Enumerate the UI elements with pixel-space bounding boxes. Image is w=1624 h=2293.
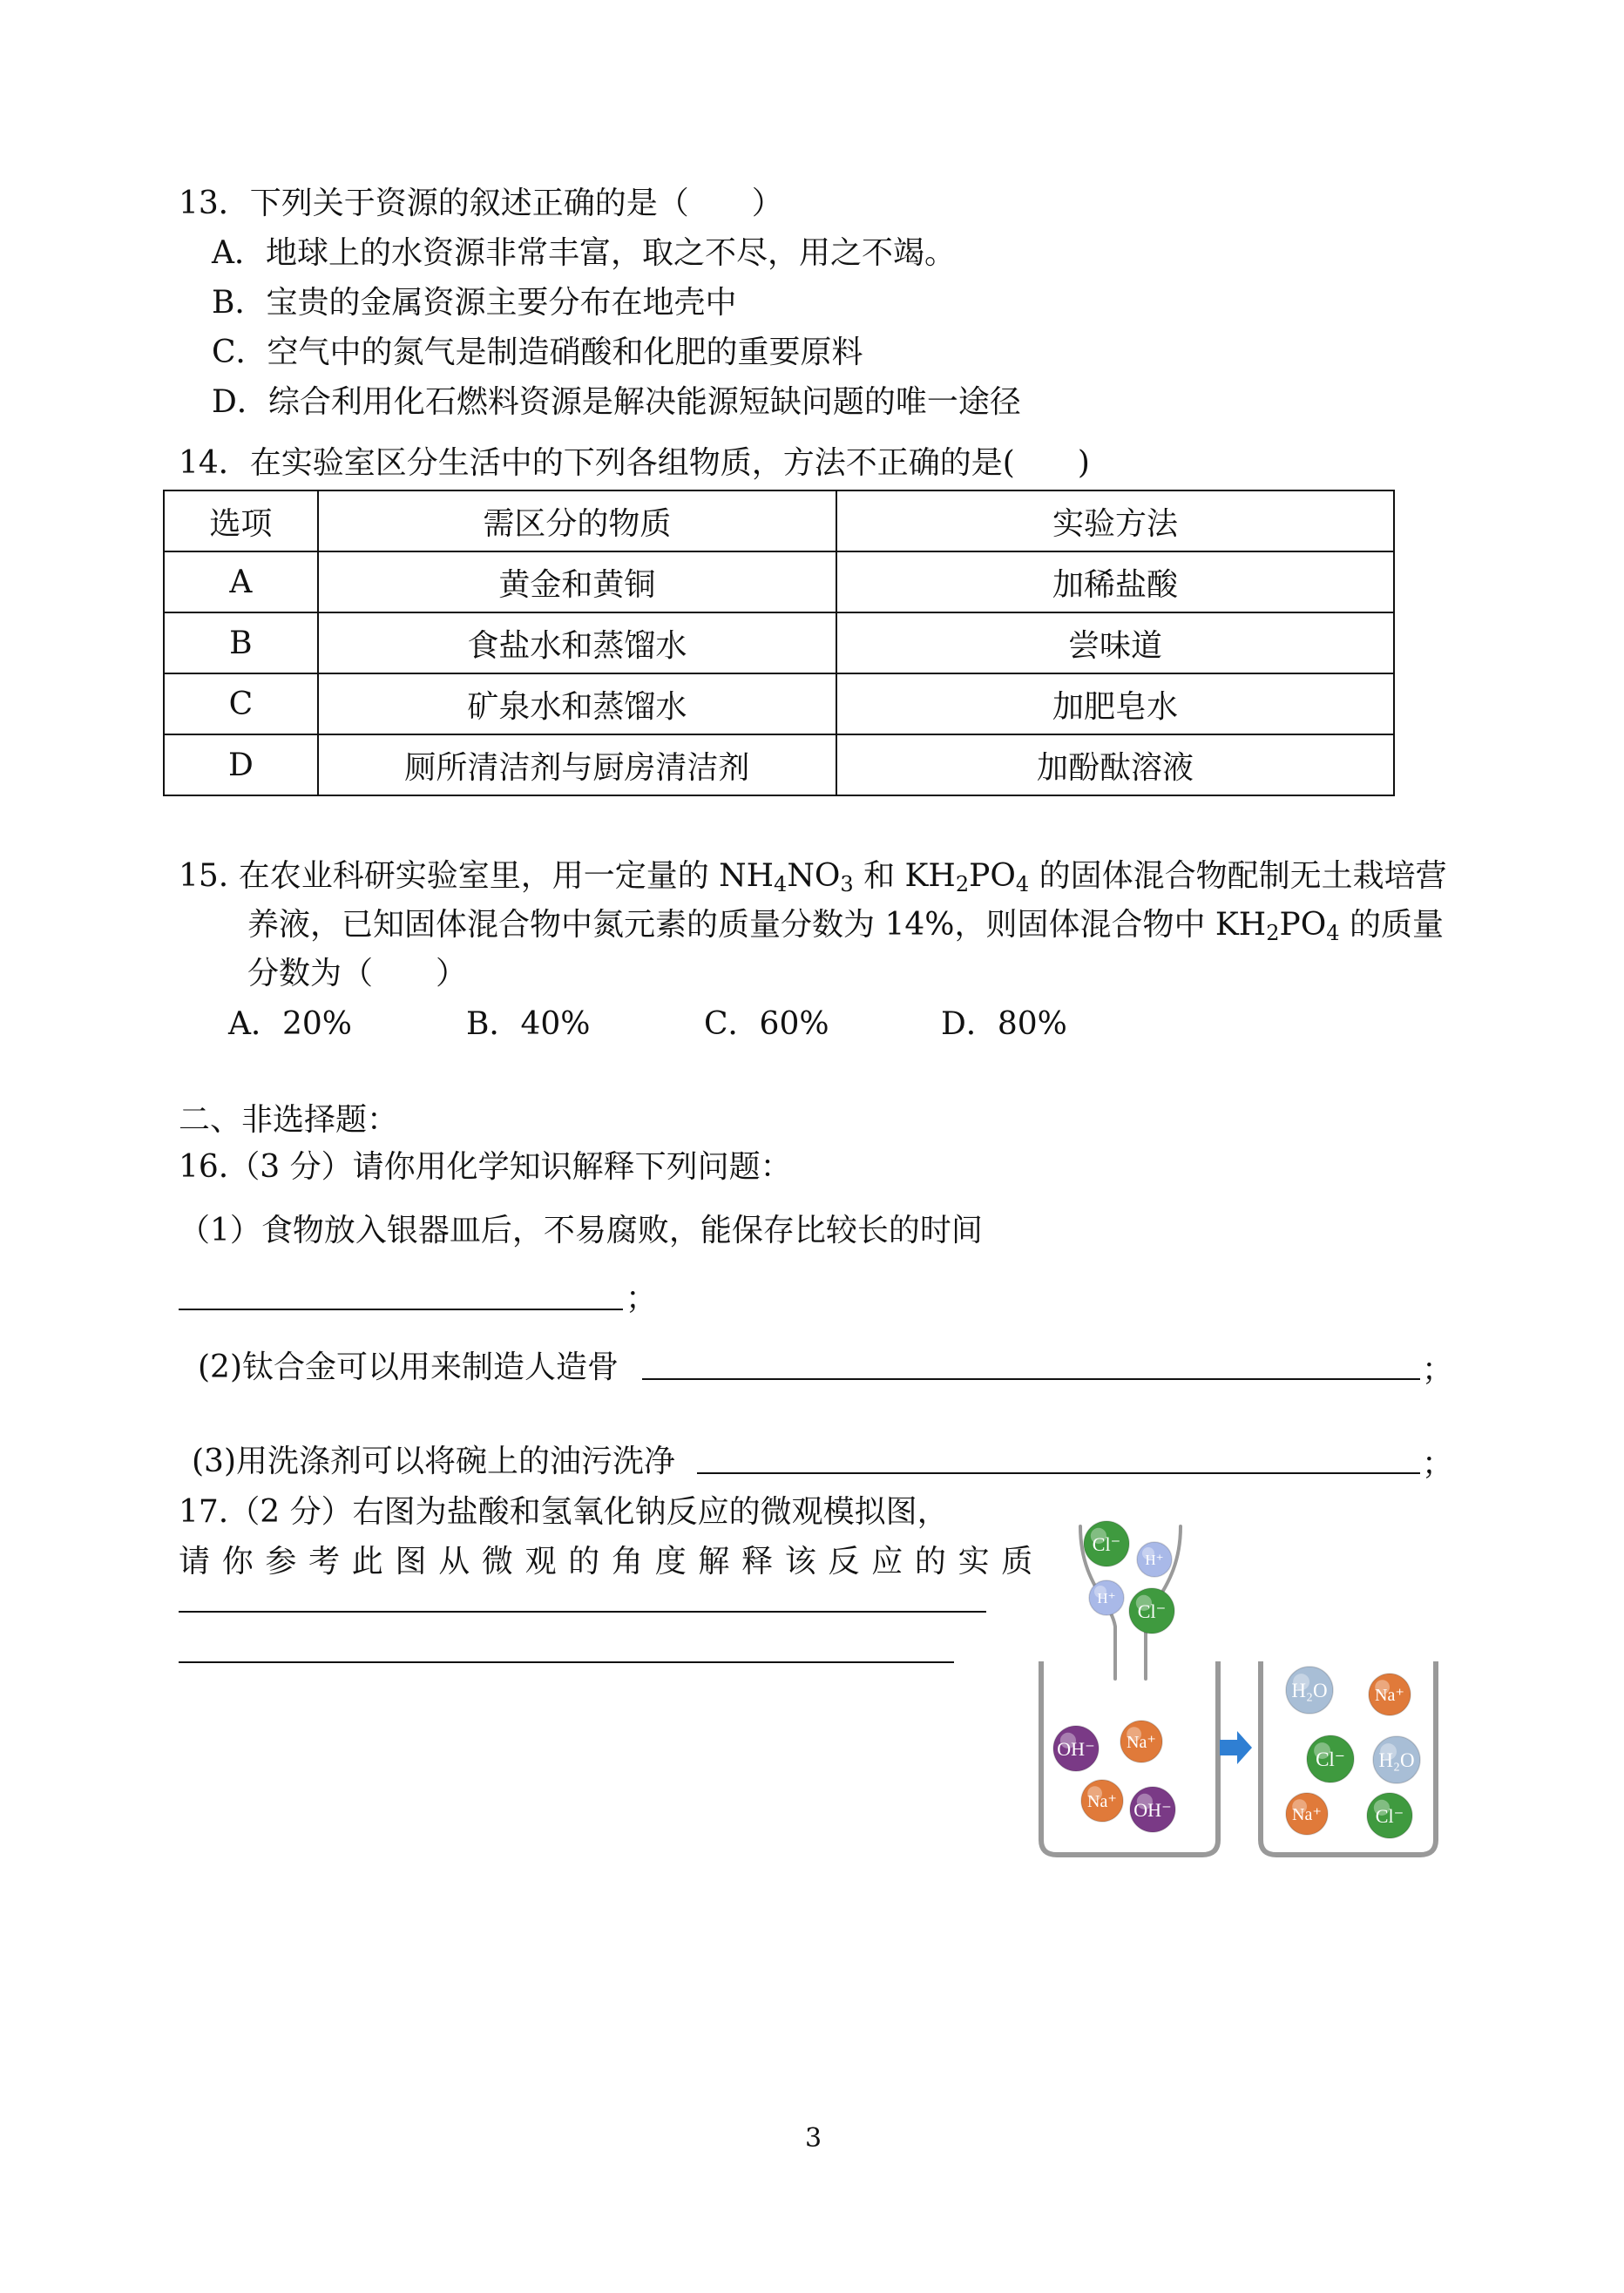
left-beaker-ion <box>1081 1780 1123 1822</box>
q16-stem: 16.（3 分）请你用化学知识解释下列问题： <box>179 1149 792 1185</box>
table-cell-option: D <box>164 734 318 795</box>
svg-text:H₂O: H₂O <box>1378 1749 1415 1772</box>
q15-option-a: A．20% <box>228 1006 353 1042</box>
q16-part-2-end: ； <box>1422 1352 1454 1388</box>
q15-option-b: B．40% <box>466 1006 591 1042</box>
q16-part-1-end: ； <box>626 1281 658 1316</box>
right-beaker-ion <box>1307 1735 1354 1782</box>
q14-stem: 14．在实验室区分生活中的下列各组物质，方法不正确的是( ) <box>179 445 1090 481</box>
svg-text:H⁺: H⁺ <box>1097 1590 1116 1606</box>
table-cell-option: B <box>164 612 318 673</box>
left-beaker-ion <box>1120 1721 1162 1762</box>
answer-blank-1[interactable] <box>179 1309 623 1310</box>
funnel-ion <box>1089 1580 1124 1615</box>
table-cell-substances: 黄金和黄铜 <box>318 551 836 612</box>
q16-part-1: （1）食物放入银器皿后，不易腐败，能保存比较长的时间 <box>179 1213 983 1248</box>
svg-text:OH⁻: OH⁻ <box>1133 1798 1172 1821</box>
table-cell-method: 加酚酞溶液 <box>836 734 1394 795</box>
left-beaker-ion <box>1053 1726 1099 1771</box>
svg-text:Cl⁻: Cl⁻ <box>1375 1804 1404 1827</box>
table-header-cell: 选项 <box>164 490 318 551</box>
answer-blank-2[interactable] <box>642 1378 1420 1380</box>
reaction-diagram <box>1032 1505 1459 1862</box>
q16-part-2: (2)钛合金可以用来制造人造骨 <box>198 1349 619 1385</box>
table-row <box>164 612 1394 673</box>
table-row <box>164 551 1394 612</box>
left-beaker-ion <box>1130 1787 1175 1832</box>
q14-table <box>163 490 1395 796</box>
page-number: 3 <box>805 2123 822 2154</box>
q16-part-3: (3)用洗涤剂可以将碗上的油污洗净 <box>192 1444 675 1479</box>
q15-option-d: D．80% <box>941 1006 1067 1042</box>
q15-line-3: 分数为（ ） <box>247 956 468 991</box>
table-header-cell: 需区分的物质 <box>318 490 836 551</box>
q17-line-1: 17.（2 分）右图为盐酸和氢氧化钠反应的微观模拟图， <box>179 1494 949 1530</box>
table-row <box>164 673 1394 734</box>
table-cell-substances: 矿泉水和蒸馏水 <box>318 673 836 734</box>
right-beaker-ion <box>1286 1793 1328 1835</box>
q15-line-1: 15. 在农业科研实验室里，用一定量的 $NH_4NO_3$ 和 $KH_2PO_4$ 的固体混合物配制无土栽培营 <box>179 858 1447 896</box>
q16-part-3-end: ； <box>1422 1446 1454 1482</box>
svg-text:H₂O: H₂O <box>1291 1680 1328 1702</box>
table-cell-method: 加肥皂水 <box>836 673 1394 734</box>
funnel-ion <box>1129 1588 1174 1634</box>
svg-text:Na⁺: Na⁺ <box>1127 1733 1156 1753</box>
ion-layer <box>1053 1521 1420 1838</box>
q15-line-2: 养液，已知固体混合物中氮元素的质量分数为 14%，则固体混合物中 $KH_2PO_4$ 的质量 <box>247 907 1444 945</box>
svg-text:Na⁺: Na⁺ <box>1292 1805 1322 1825</box>
table-header-row <box>164 490 1394 551</box>
svg-text:Na⁺: Na⁺ <box>1375 1686 1404 1706</box>
funnel-ion <box>1084 1521 1129 1566</box>
reaction-arrow-icon <box>1220 1731 1252 1764</box>
q13-option-c: C．空气中的氮气是制造硝酸和化肥的重要原料 <box>212 335 863 370</box>
table-cell-substances: 食盐水和蒸馏水 <box>318 612 836 673</box>
right-beaker-ion <box>1286 1667 1333 1714</box>
right-beaker-ion <box>1369 1674 1411 1715</box>
svg-text:Na⁺: Na⁺ <box>1087 1792 1117 1812</box>
right-beaker-ion <box>1367 1793 1412 1838</box>
table-cell-substances: 厕所清洁剂与厨房清洁剂 <box>318 734 836 795</box>
table-cell-option: C <box>164 673 318 734</box>
answer-blank-5[interactable] <box>179 1661 954 1663</box>
q17-line-2: 请你参考此图从微观的角度解释该反应的实质 <box>179 1544 1045 1579</box>
q13-option-a: A．地球上的水资源非常丰富，取之不尽，用之不竭。 <box>212 235 956 271</box>
funnel-ion <box>1137 1542 1172 1577</box>
right-beaker-ion <box>1373 1736 1420 1783</box>
table-header-cell: 实验方法 <box>836 490 1394 551</box>
svg-text:OH⁻: OH⁻ <box>1057 1737 1095 1760</box>
q15-option-c: C．60% <box>704 1006 829 1042</box>
table-row <box>164 734 1394 795</box>
section-heading: 二、非选择题： <box>179 1102 399 1138</box>
answer-blank-3[interactable] <box>697 1472 1420 1474</box>
table-cell-method: 加稀盐酸 <box>836 551 1394 612</box>
svg-text:Cl⁻: Cl⁻ <box>1316 1748 1345 1771</box>
q13-option-d: D．综合利用化石燃料资源是解决能源短缺问题的唯一途径 <box>212 384 1021 420</box>
svg-text:H⁺: H⁺ <box>1145 1552 1164 1568</box>
svg-text:Cl⁻: Cl⁻ <box>1137 1600 1167 1622</box>
answer-blank-4[interactable] <box>179 1611 986 1613</box>
q13-option-b: B．宝贵的金属资源主要分布在地壳中 <box>212 285 737 321</box>
svg-text:Cl⁻: Cl⁻ <box>1092 1532 1121 1555</box>
table-cell-method: 尝味道 <box>836 612 1394 673</box>
q13-stem: 13．下列关于资源的叙述正确的是（ ） <box>179 186 783 221</box>
table-cell-option: A <box>164 551 318 612</box>
